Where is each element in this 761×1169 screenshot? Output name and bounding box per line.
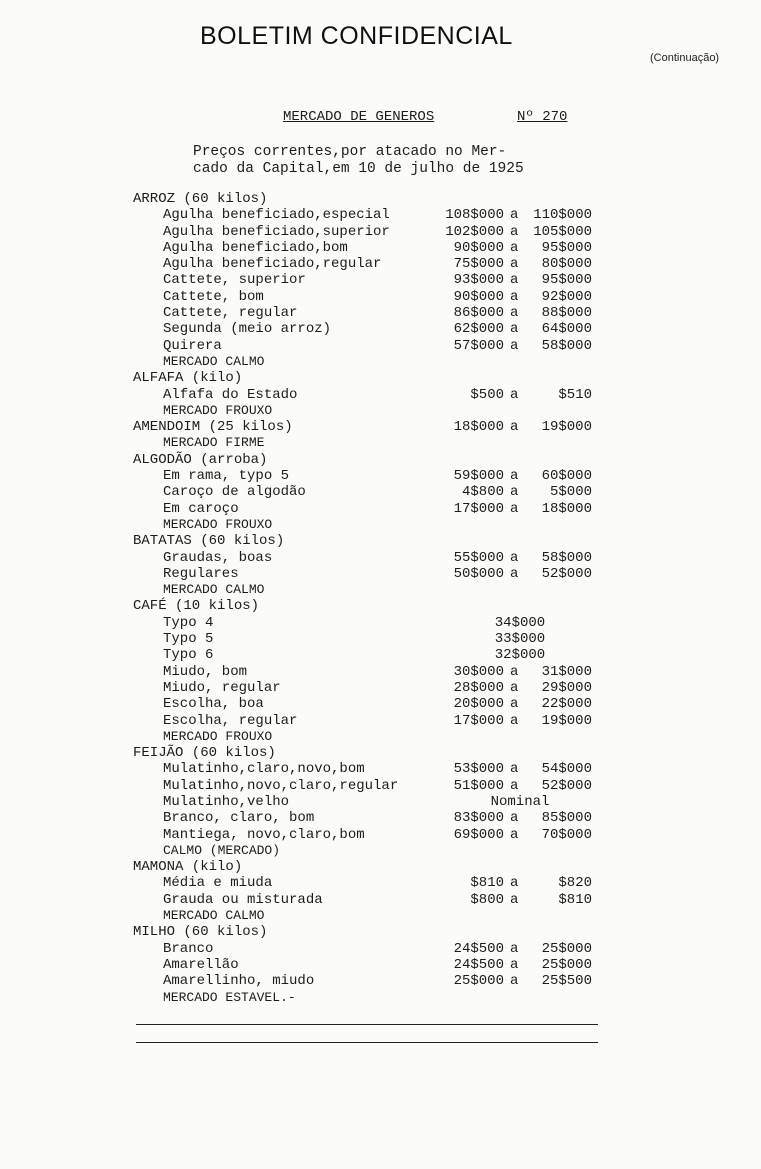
price-separator: a bbox=[510, 256, 519, 273]
item-label: Cattete, bom bbox=[163, 288, 264, 305]
price-max: $810 bbox=[558, 891, 592, 908]
price-separator: a bbox=[510, 810, 519, 827]
category-label: ARROZ (60 kilos) bbox=[133, 191, 268, 207]
category-row bbox=[0, 924, 761, 940]
item-label: Amarellão bbox=[163, 956, 239, 973]
price-max: 95$000 bbox=[541, 272, 592, 289]
price-separator: a bbox=[510, 663, 519, 680]
market-status-row bbox=[0, 908, 761, 924]
price-row bbox=[0, 957, 761, 973]
price-separator: a bbox=[510, 956, 519, 973]
item-label: Miudo, regular bbox=[163, 679, 281, 696]
price-row bbox=[0, 272, 761, 288]
price-min: 18$000 bbox=[453, 419, 504, 436]
price-row bbox=[0, 550, 761, 566]
market-status: MERCADO FIRME bbox=[163, 435, 265, 451]
price-min: 59$000 bbox=[453, 468, 504, 485]
price-min: 102$000 bbox=[445, 223, 504, 240]
price-min: 28$000 bbox=[453, 679, 504, 696]
price-separator: a bbox=[510, 777, 519, 794]
price-max: 110$000 bbox=[533, 207, 592, 224]
price-separator: a bbox=[510, 549, 519, 566]
price-max: 19$000 bbox=[541, 712, 592, 729]
price-min: 17$000 bbox=[453, 500, 504, 517]
price-separator: a bbox=[510, 468, 519, 485]
price-min: 75$000 bbox=[453, 256, 504, 273]
price-max: 18$000 bbox=[541, 500, 592, 517]
price-row bbox=[0, 468, 761, 484]
price-separator: a bbox=[510, 288, 519, 305]
price-separator: a bbox=[510, 696, 519, 713]
price-row bbox=[0, 224, 761, 240]
item-label: Alfafa do Estado bbox=[163, 386, 298, 403]
price-separator: a bbox=[510, 500, 519, 517]
price-separator: a bbox=[510, 272, 519, 289]
item-label: Agulha beneficiado,superior bbox=[163, 223, 390, 240]
category-label: ALGODÃO (arroba) bbox=[133, 451, 268, 468]
item-label: Miudo, bom bbox=[163, 663, 248, 680]
price-min: $500 bbox=[470, 386, 504, 403]
price-max: 60$000 bbox=[541, 468, 592, 485]
price-min: 20$000 bbox=[453, 696, 504, 713]
price-min: 86$000 bbox=[453, 305, 504, 322]
price-separator: a bbox=[510, 321, 519, 338]
price-row bbox=[0, 810, 761, 826]
price-row bbox=[0, 240, 761, 256]
price-row bbox=[0, 615, 761, 631]
item-label: Escolha, regular bbox=[163, 712, 298, 729]
price-row bbox=[0, 207, 761, 223]
market-status-row bbox=[0, 582, 761, 598]
price-max: 52$000 bbox=[541, 777, 592, 794]
category-label: CAFÉ (10 kilos) bbox=[133, 598, 260, 615]
item-label: Agulha beneficiado,especial bbox=[163, 207, 390, 224]
item-label: Mantiega, novo,claro,bom bbox=[163, 826, 365, 843]
item-label: Caroço de algodão bbox=[163, 484, 306, 501]
price-min: 30$000 bbox=[453, 663, 504, 680]
price-min: $810 bbox=[470, 875, 504, 892]
price-single: 33$000 bbox=[494, 631, 546, 648]
price-max: 85$000 bbox=[541, 810, 592, 827]
price-separator: a bbox=[510, 239, 519, 256]
price-row bbox=[0, 387, 761, 403]
price-row bbox=[0, 680, 761, 696]
price-max: 88$000 bbox=[541, 305, 592, 322]
price-row bbox=[0, 827, 761, 843]
market-status: MERCADO CALMO bbox=[163, 582, 265, 598]
price-row bbox=[0, 794, 761, 810]
price-max: 105$000 bbox=[533, 223, 592, 240]
price-separator: a bbox=[510, 940, 519, 957]
category-label: MILHO (60 kilos) bbox=[133, 924, 268, 941]
price-separator: a bbox=[510, 386, 519, 403]
price-row bbox=[0, 338, 761, 354]
price-single: 34$000 bbox=[494, 614, 546, 631]
item-label: Typo 6 bbox=[163, 647, 214, 664]
market-status-row bbox=[0, 990, 761, 1006]
market-status: MERCADO CALMO bbox=[163, 353, 265, 369]
price-max: 25$500 bbox=[541, 973, 592, 990]
price-max: 92$000 bbox=[541, 288, 592, 305]
price-min: $800 bbox=[470, 891, 504, 908]
price-max: 22$000 bbox=[541, 696, 592, 713]
price-separator: a bbox=[510, 679, 519, 696]
item-label: Mulatinho,velho bbox=[163, 793, 290, 810]
category-label: MAMONA (kilo) bbox=[133, 859, 243, 876]
price-min: 55$000 bbox=[453, 549, 504, 566]
item-label: Em caroço bbox=[163, 500, 239, 517]
price-separator: a bbox=[510, 484, 519, 501]
price-min: 51$000 bbox=[453, 777, 504, 794]
price-min: 24$500 bbox=[453, 940, 504, 957]
price-max: $510 bbox=[558, 386, 592, 403]
price-max: 58$000 bbox=[541, 337, 592, 354]
price-row bbox=[0, 713, 761, 729]
item-label: Typo 4 bbox=[163, 614, 214, 631]
price-min: 53$000 bbox=[453, 761, 504, 778]
price-list bbox=[0, 191, 761, 1006]
price-row bbox=[0, 875, 761, 891]
price-min: 24$500 bbox=[453, 956, 504, 973]
price-min: 62$000 bbox=[453, 321, 504, 338]
price-max: 19$000 bbox=[541, 419, 592, 436]
price-single: Nominal bbox=[490, 793, 550, 810]
intro-line-1: Preços correntes,por atacado no Mer- bbox=[193, 144, 507, 160]
market-heading: MERCADO DE GENEROS bbox=[283, 109, 435, 125]
item-label: Em rama, typo 5 bbox=[163, 468, 290, 485]
item-label: Branco bbox=[163, 940, 214, 957]
item-label: Cattete, regular bbox=[163, 305, 298, 322]
category-label: BATATAS (60 kilos) bbox=[133, 533, 285, 550]
price-separator: a bbox=[510, 891, 519, 908]
item-label: Typo 5 bbox=[163, 631, 214, 648]
item-label: Média e miuda bbox=[163, 875, 273, 892]
intro-line-2: cado da Capital,em 10 de julho de 1925 bbox=[193, 161, 524, 177]
price-row bbox=[0, 631, 761, 647]
item-label: Quirera bbox=[163, 337, 222, 354]
price-min: 25$000 bbox=[453, 973, 504, 990]
price-max: 25$000 bbox=[541, 956, 592, 973]
price-separator: a bbox=[510, 565, 519, 582]
item-label: Agulha beneficiado,regular bbox=[163, 256, 382, 273]
price-separator: a bbox=[510, 305, 519, 322]
market-status: MERCADO FROUXO bbox=[163, 402, 273, 418]
price-separator: a bbox=[510, 761, 519, 778]
price-max: 54$000 bbox=[541, 761, 592, 778]
price-min: 57$000 bbox=[453, 337, 504, 354]
price-row bbox=[0, 501, 761, 517]
price-max: 58$000 bbox=[541, 549, 592, 566]
market-status: MERCADO ESTAVEL.- bbox=[163, 989, 296, 1005]
price-row bbox=[0, 696, 761, 712]
market-status-row bbox=[0, 435, 761, 451]
price-separator: a bbox=[510, 875, 519, 892]
price-min: 108$000 bbox=[445, 207, 504, 224]
price-row bbox=[0, 305, 761, 321]
category-row bbox=[0, 419, 761, 435]
market-status-row bbox=[0, 517, 761, 533]
market-status-row bbox=[0, 843, 761, 859]
price-max: 95$000 bbox=[541, 239, 592, 256]
price-row bbox=[0, 484, 761, 500]
category-label: FEIJÃO (60 kilos) bbox=[133, 745, 276, 762]
market-status: CALMO (MERCADO) bbox=[163, 842, 281, 858]
price-max: $820 bbox=[558, 875, 592, 892]
price-single: 32$000 bbox=[494, 647, 546, 664]
category-row bbox=[0, 533, 761, 549]
price-separator: a bbox=[510, 712, 519, 729]
market-status: MERCADO FROUXO bbox=[163, 516, 273, 532]
price-max: 70$000 bbox=[541, 826, 592, 843]
price-separator: a bbox=[510, 419, 519, 436]
price-max: 31$000 bbox=[541, 663, 592, 680]
category-label: AMENDOIM (25 kilos) bbox=[133, 419, 293, 436]
category-row bbox=[0, 745, 761, 761]
bulletin-title: BOLETIM CONFIDENCIAL bbox=[200, 22, 513, 50]
price-row bbox=[0, 566, 761, 582]
price-max: 25$000 bbox=[541, 940, 592, 957]
category-row bbox=[0, 598, 761, 614]
item-label: Escolha, boa bbox=[163, 696, 264, 713]
price-separator: a bbox=[510, 826, 519, 843]
price-row bbox=[0, 892, 761, 908]
price-max: 80$000 bbox=[541, 256, 592, 273]
item-label: Graudas, boas bbox=[163, 549, 273, 566]
price-row bbox=[0, 778, 761, 794]
continuation-label: (Continuação) bbox=[650, 52, 720, 64]
price-min: 50$000 bbox=[453, 565, 504, 582]
price-separator: a bbox=[510, 223, 519, 240]
market-status: MERCADO CALMO bbox=[163, 908, 265, 924]
category-label: ALFAFA (kilo) bbox=[133, 370, 243, 387]
item-label: Regulares bbox=[163, 565, 239, 582]
item-label: Mulatinho,claro,novo,bom bbox=[163, 761, 365, 778]
item-label: Branco, claro, bom bbox=[163, 810, 315, 827]
price-max: 5$000 bbox=[549, 484, 592, 501]
price-max: 64$000 bbox=[541, 321, 592, 338]
market-status: MERCADO FROUXO bbox=[163, 728, 273, 744]
category-row bbox=[0, 452, 761, 468]
price-min: 17$000 bbox=[453, 712, 504, 729]
price-row bbox=[0, 941, 761, 957]
divider-line-2 bbox=[136, 1042, 598, 1043]
item-label: Mulatinho,novo,claro,regular bbox=[163, 777, 399, 794]
divider-line-1 bbox=[136, 1024, 598, 1025]
price-row bbox=[0, 321, 761, 337]
price-max: 29$000 bbox=[541, 679, 592, 696]
category-row bbox=[0, 191, 761, 207]
category-row bbox=[0, 859, 761, 875]
price-min: 4$800 bbox=[461, 484, 504, 501]
price-min: 83$000 bbox=[453, 810, 504, 827]
category-row bbox=[0, 370, 761, 386]
item-label: Amarellinho, miudo bbox=[163, 973, 315, 990]
market-status-row bbox=[0, 354, 761, 370]
price-min: 69$000 bbox=[453, 826, 504, 843]
price-row bbox=[0, 256, 761, 272]
item-label: Agulha beneficiado,bom bbox=[163, 239, 348, 256]
price-separator: a bbox=[510, 337, 519, 354]
price-row bbox=[0, 761, 761, 777]
price-row bbox=[0, 664, 761, 680]
price-row bbox=[0, 647, 761, 663]
market-status-row bbox=[0, 403, 761, 419]
item-label: Cattete, superior bbox=[163, 272, 306, 289]
item-label: Grauda ou misturada bbox=[163, 891, 323, 908]
bulletin-number: Nº 270 bbox=[517, 109, 568, 125]
price-min: 90$000 bbox=[453, 288, 504, 305]
price-min: 90$000 bbox=[453, 239, 504, 256]
price-row bbox=[0, 973, 761, 989]
market-status-row bbox=[0, 729, 761, 745]
price-separator: a bbox=[510, 207, 519, 224]
intro-text bbox=[193, 144, 524, 178]
price-max: 52$000 bbox=[541, 565, 592, 582]
price-row bbox=[0, 289, 761, 305]
price-min: 93$000 bbox=[453, 272, 504, 289]
price-separator: a bbox=[510, 973, 519, 990]
item-label: Segunda (meio arroz) bbox=[163, 321, 332, 338]
